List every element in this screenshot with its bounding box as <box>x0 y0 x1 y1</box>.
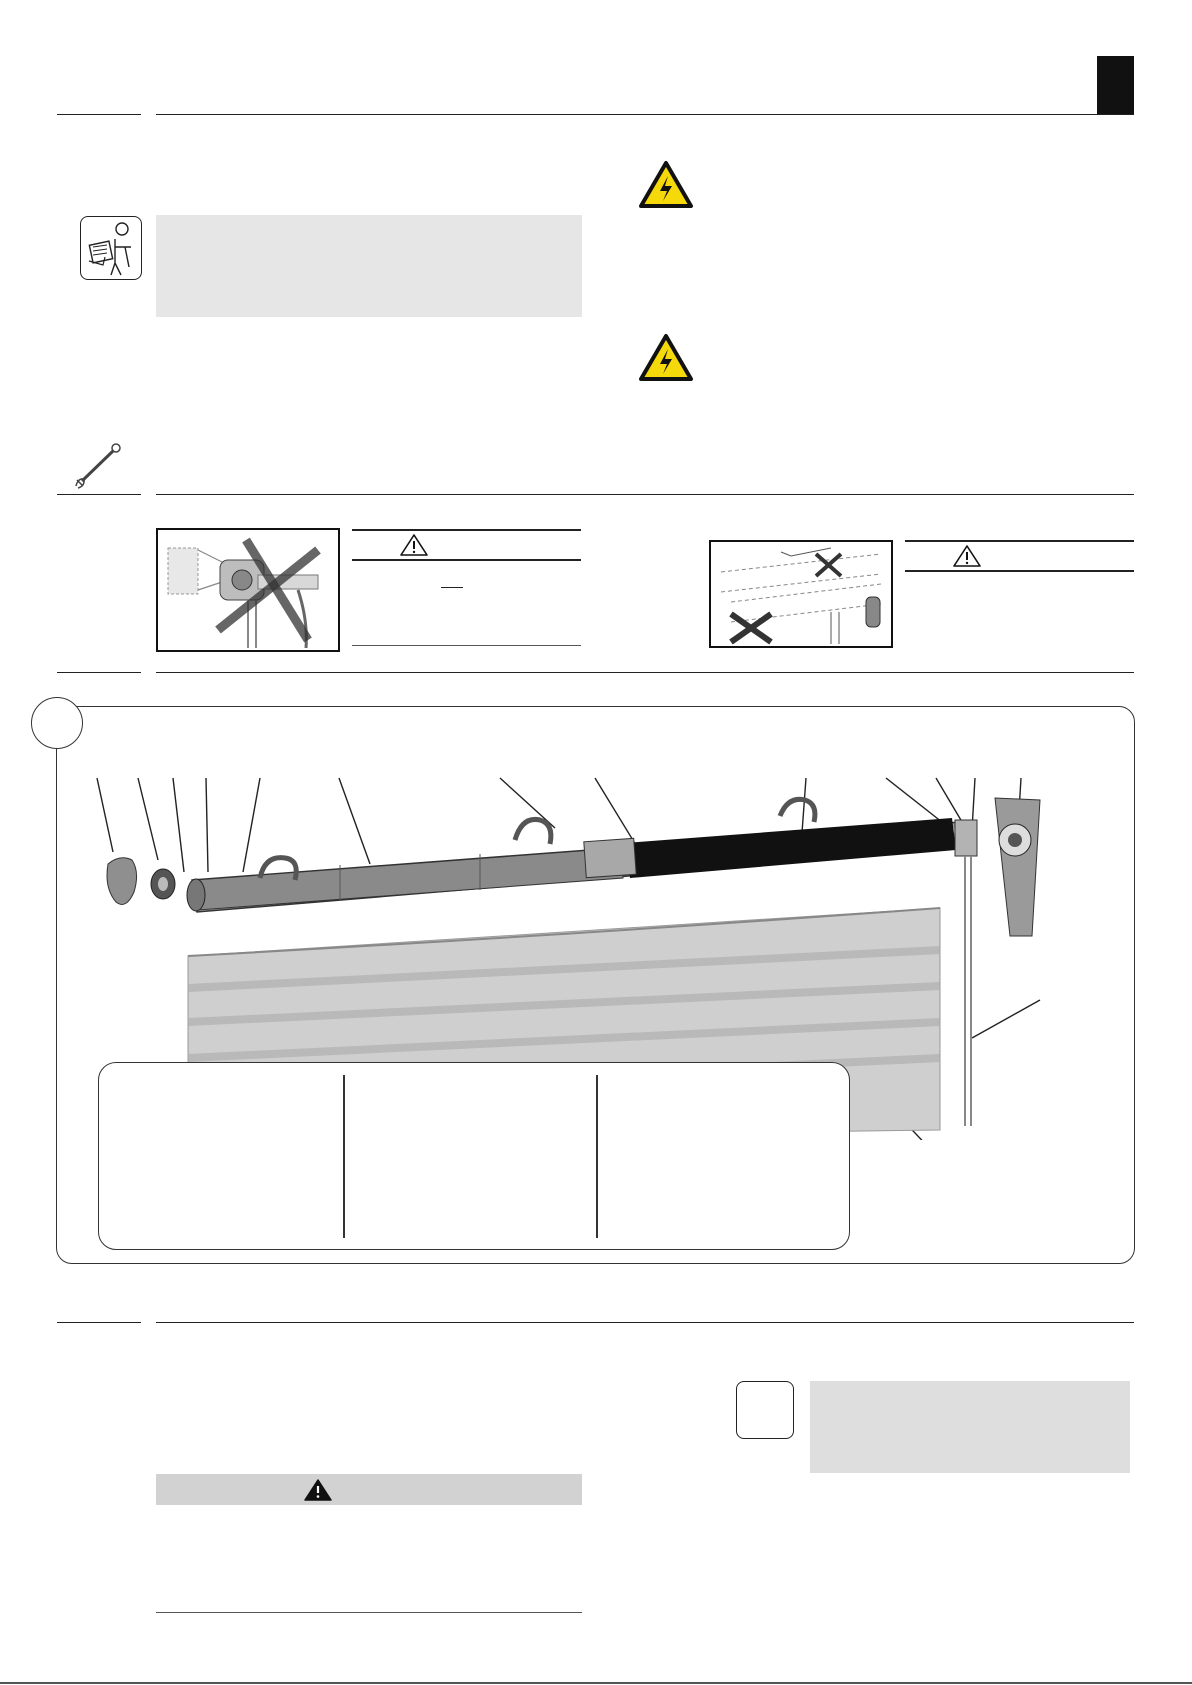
specs-panel <box>98 1062 850 1250</box>
header-rule-main <box>156 114 1134 115</box>
header-rule-left <box>57 114 141 115</box>
motor-install-wrong-illustration <box>156 528 340 652</box>
caution-rule-top-1 <box>352 529 581 531</box>
specs-divider-1 <box>343 1075 345 1238</box>
caution-triangle-icon <box>304 1478 332 1502</box>
section-rule-left-1 <box>57 494 141 495</box>
note-box-right <box>810 1381 1130 1473</box>
section-rule-left-2 <box>57 672 141 673</box>
section-rule-main-3 <box>156 1322 1134 1323</box>
high-voltage-icon <box>638 333 694 383</box>
info-note-box <box>156 215 582 317</box>
high-voltage-icon <box>638 160 694 210</box>
section-rule-main-1 <box>156 494 1134 495</box>
specs-divider-2 <box>596 1075 598 1238</box>
caution-triangle-icon <box>952 544 982 568</box>
caution-header-bar <box>156 1474 582 1505</box>
caution-rule-mid-1 <box>352 559 581 561</box>
read-manual-icon <box>80 216 142 280</box>
caution-rule-bottom-3 <box>156 1612 582 1613</box>
note-square-icon <box>736 1381 794 1439</box>
section-rule-main-2 <box>156 672 1134 673</box>
caution-rule-bottom-1 <box>352 645 581 646</box>
caution-underline-mark <box>441 587 463 588</box>
caution-rule-top-2 <box>905 540 1134 542</box>
caution-triangle-icon <box>399 533 429 557</box>
figure-marker-circle <box>31 697 83 749</box>
shaft-install-wrong-illustration <box>709 540 893 648</box>
caution-rule-mid-2 <box>905 570 1134 572</box>
section-rule-left-3 <box>57 1322 141 1323</box>
wrench-icon <box>72 440 124 492</box>
footer-rule <box>0 1682 1192 1684</box>
page-tab-marker <box>1097 56 1134 114</box>
